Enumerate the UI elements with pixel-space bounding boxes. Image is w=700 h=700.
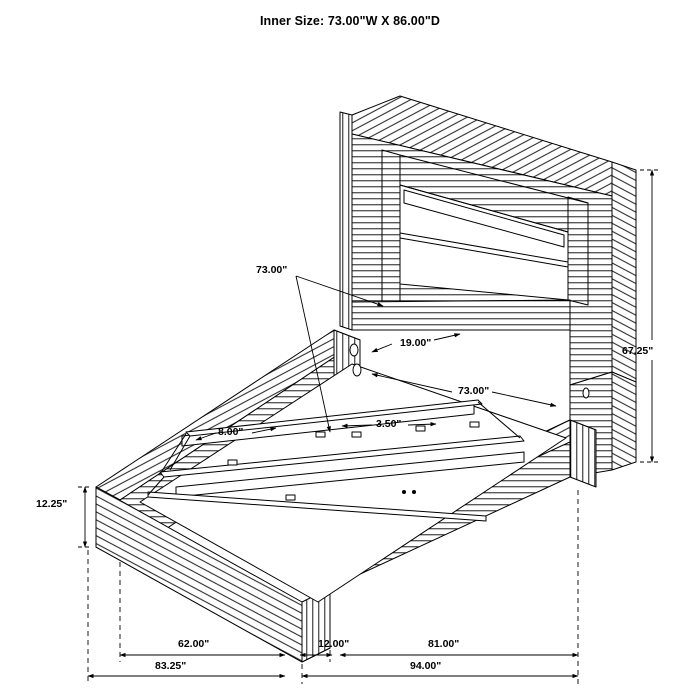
dim-deck-width: 73.00" (458, 385, 490, 397)
dim-headboard-inner-width: 73.00" (256, 264, 288, 276)
dim-side-run: 81.00" (428, 638, 460, 650)
dim-overall-width: 94.00" (410, 660, 442, 672)
page-title: Inner Size: 73.00"W X 86.00"D (259, 14, 441, 28)
dim-headboard-panel-height: 19.00" (400, 337, 432, 349)
dim-slat-gap: 8.00" (218, 426, 244, 438)
dim-rail-thickness: 3.50" (376, 418, 402, 430)
dim-headboard-height: 67.25" (622, 345, 654, 357)
dim-footboard-depth: 62.00" (178, 638, 210, 650)
dim-side-offset: 12.00" (318, 638, 350, 650)
dim-rail-height: 12.25" (36, 498, 68, 510)
dim-overall-depth: 83.25" (155, 660, 187, 672)
